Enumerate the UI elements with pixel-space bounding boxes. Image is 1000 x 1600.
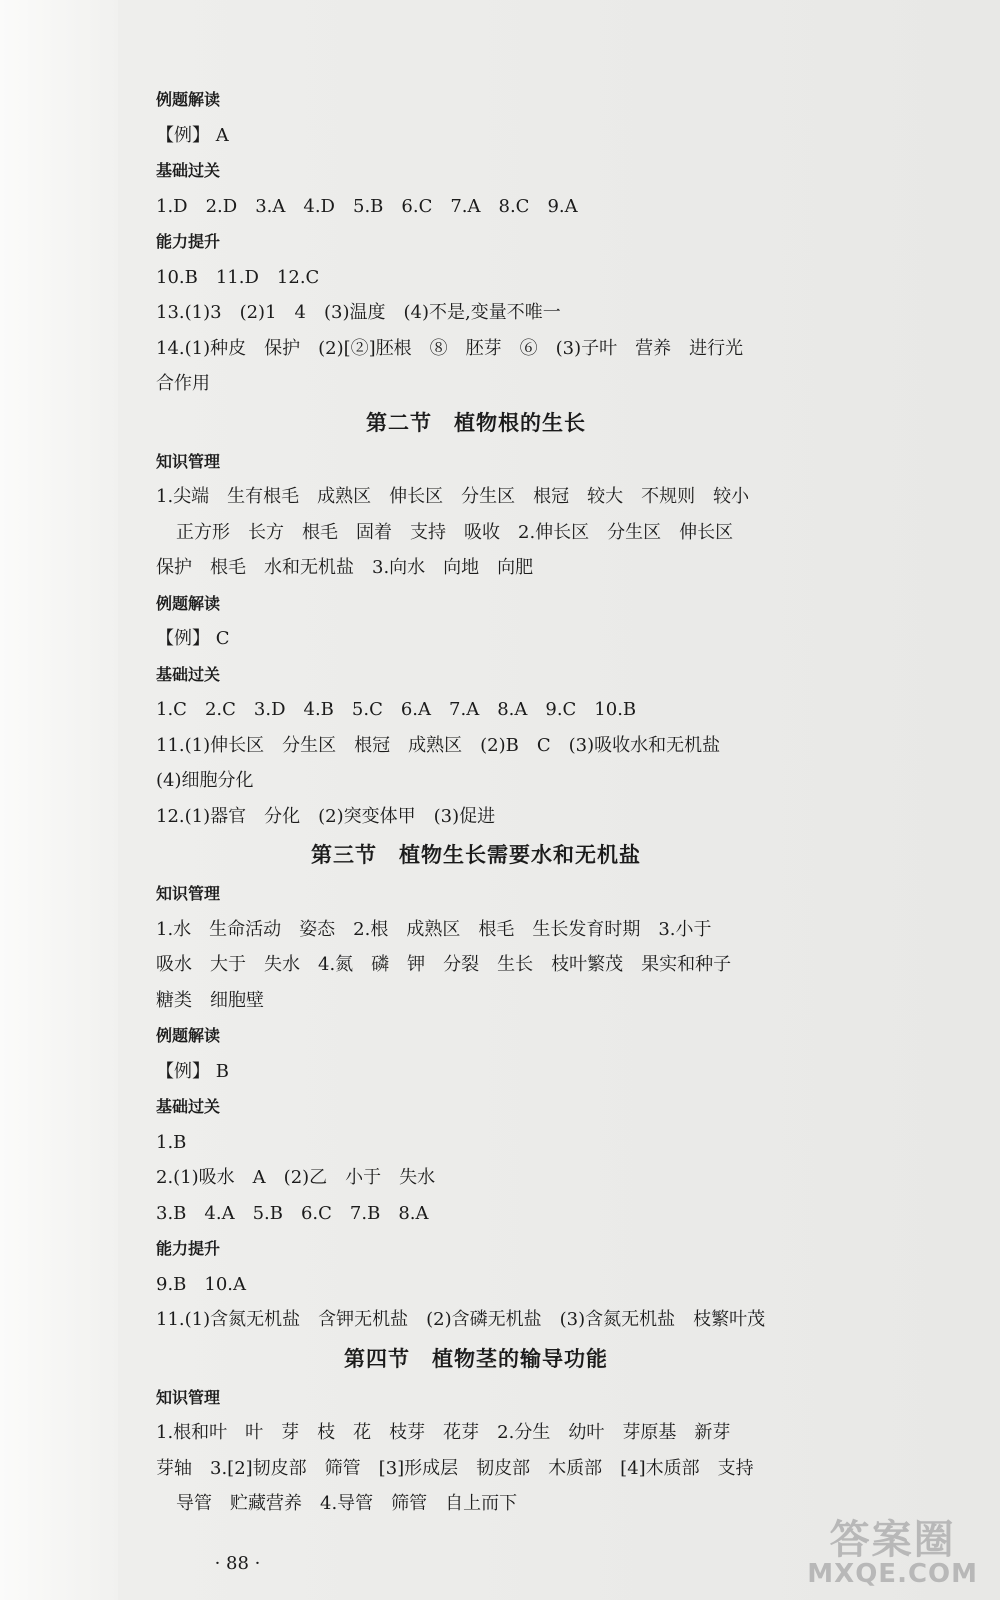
watermark-logo	[807, 1516, 978, 1589]
answer-line: 1.D 2.D 3.A 4.D 5.B 6.C 7.A 8.C 9.A	[156, 195, 578, 217]
section-heading: 第二节 植物根的生长	[366, 410, 586, 435]
section-label: 基础过关	[156, 1097, 221, 1116]
section-label: 基础过关	[156, 161, 221, 180]
page-edge	[0, 0, 118, 1600]
section-heading: 第三节 植物生长需要水和无机盐	[311, 843, 641, 867]
section-label: 知识管理	[156, 1387, 221, 1407]
section-heading: 第四节 植物茎的输导功能	[344, 1346, 608, 1371]
section-label: 知识管理	[156, 451, 221, 471]
answer-line: 11.(1)伸长区 分生区 根冠 成熟区 (2)B C (3)吸收水和无机盐	[156, 734, 721, 756]
answer-line: 糖类 细胞壁	[156, 989, 264, 1011]
answer-line: 1.C 2.C 3.D 4.B 5.C 6.A 7.A 8.A 9.C 10.B	[156, 699, 637, 720]
answer-line: 14.(1)种皮 保护 (2)[②]胚根 ⑧ 胚芽 ⑥ (3)子叶 营养 进行光	[156, 337, 744, 359]
answer-line: 【例】 A	[156, 124, 229, 146]
answer-line: 1.水 生命活动 姿态 2.根 成熟区 根毛 生长发育时期 3.小于	[156, 918, 712, 940]
section-label: 能力提升	[156, 232, 221, 251]
answer-line: 12.(1)器官 分化 (2)突变体甲 (3)促进	[156, 805, 496, 827]
section-label: 例题解读	[156, 1026, 221, 1045]
answer-line: 芽轴 3.[2]韧皮部 筛管 [3]形成层 韧皮部 木质部 [4]木质部 支持	[156, 1457, 754, 1479]
watermark-title: 答案圈	[829, 1516, 956, 1563]
answer-content	[156, 82, 796, 1522]
answer-line: 保护 根毛 水和无机盐 3.向水 向地 向肥	[156, 557, 534, 578]
answer-line: (4)细胞分化	[156, 770, 254, 791]
section-label: 基础过关	[156, 664, 221, 684]
answer-line: 11.(1)含氮无机盐 含钾无机盐 (2)含磷无机盐 (3)含氮无机盐 枝繁叶茂	[156, 1309, 766, 1330]
answer-line: 正方形 长方 根毛 固着 支持 吸收 2.伸长区 分生区 伸长区	[176, 521, 734, 543]
section-label: 知识管理	[156, 884, 221, 903]
section-label: 例题解读	[156, 90, 221, 109]
answer-line: 合作用	[156, 373, 210, 394]
answer-line: 10.B 11.D 12.C	[156, 266, 320, 288]
section-label: 例题解读	[156, 593, 221, 613]
answer-line: 【例】 B	[156, 1060, 229, 1082]
answer-line: 13.(1)3 (2)1 4 (3)温度 (4)不是,变量不唯一	[156, 302, 561, 323]
section-label: 能力提升	[156, 1239, 221, 1258]
answer-line: 9.B 10.A	[156, 1273, 247, 1295]
answer-line: 1.根和叶 叶 芽 枝 花 枝芽 花芽 2.分生 幼叶 芽原基 新芽	[156, 1422, 731, 1443]
answer-line: 吸水 大于 失水 4.氮 磷 钾 分裂 生长 枝叶繁茂 果实和种子	[156, 954, 732, 975]
answer-line: 1.B	[156, 1131, 187, 1153]
answer-line: 1.尖端 生有根毛 成熟区 伸长区 分生区 根冠 较大 不规则 较小	[156, 486, 750, 507]
page-number: · 88 ·	[214, 1553, 261, 1574]
answer-line: 【例】 C	[156, 628, 230, 649]
answer-line: 导管 贮藏营养 4.导管 筛管 自上而下	[176, 1493, 518, 1514]
watermark-url: MXQE.COM	[807, 1558, 978, 1589]
answer-line: 2.(1)吸水 A (2)乙 小于 失水	[156, 1167, 436, 1188]
answer-line: 3.B 4.A 5.B 6.C 7.B 8.A	[156, 1202, 429, 1224]
